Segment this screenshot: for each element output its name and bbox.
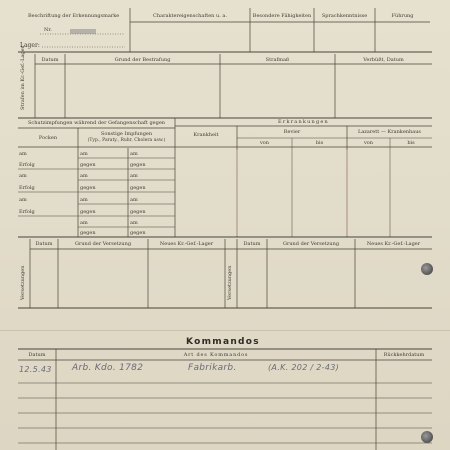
illness-revier-from: von [259,140,270,146]
nr-label: Nr. [44,27,52,33]
vacc-label: am [80,173,88,179]
vacc-label: am [80,220,88,226]
vacc-label: gegen [80,185,96,191]
transfers-side-label-right: Versetzungen [227,265,233,300]
transfer-col-date: Datum [35,241,53,247]
transfer-col-reason: Grund der Versetzung [74,241,132,247]
transfer-col-date: Datum [243,241,261,247]
vacc-label: am [19,197,27,203]
vacc-label: gegen [130,230,146,236]
conduct-header: Führung [391,13,414,19]
punish-col-date: Datum [41,57,59,63]
transfer-col-new-camp: Neues Kr.-Gef.-Lager [159,241,214,247]
vacc-label: gegen [80,230,96,236]
illness-lazarett-from: von [363,140,374,146]
transfers-side-label-left: Versetzungen [20,265,26,300]
stamp-mark [70,29,96,34]
illness-header: Erkrankungen [278,119,329,125]
vacc-label: gegen [130,162,146,168]
vacc-label: am [19,151,27,157]
vacc-label: Erfolg [19,209,35,215]
vacc-label: am [130,151,138,157]
vacc-label: am [130,173,138,179]
lager-label: Lager: [20,42,40,49]
kommando-entry-date: 12.5.43 [19,365,52,374]
vacc-label: am [130,220,138,226]
card-fold-line [0,330,450,331]
punish-col-served: Verbüßt, Datum [363,57,404,63]
illness-disease: Krankheit [193,132,219,138]
kommando-col-type: Art des Kommandos [183,352,249,358]
kommandos-title: Kommandos [186,337,260,347]
vacc-label: gegen [130,185,146,191]
illness-revier: Revier [283,129,301,135]
identification-header: Beschriftung der Erkennungsmarke [28,13,120,19]
punishments-side-label: Strafen im Kr.-Gef.-Lager [20,46,26,110]
kommando-entry-type: Fabrikarb. [188,363,237,373]
illness-lazarett: Lazarett — Krankenhaus [358,129,421,135]
vacc-label: gegen [80,162,96,168]
vacc-label: Erfolg [19,162,35,168]
kommando-col-return: Rückkehrdatum [383,352,425,358]
vaccination-header: Schutzimpfungen während der Gefangenschaft gegen [27,120,166,126]
abilities-header: Besondere Fähigkeiten [252,13,312,19]
illness-lazarett-to: bis [407,140,415,146]
transfer-col-new-camp: Neues Kr.-Gef.-Lager [366,241,421,247]
vacc-label: gegen [80,209,96,215]
vacc-label: am [19,173,27,179]
vacc-label: am [80,151,88,157]
kommando-entry-kdo: Arb. Kdo. 1782 [72,363,144,373]
kommando-col-date: Datum [28,352,46,358]
punch-hole [421,431,433,443]
transfer-col-reason: Grund der Versetzung [282,241,340,247]
kommando-entry-ref: (A.K. 202 / 2-43) [268,363,340,372]
character-header: Charaktereigenschaften u. a. [153,13,227,19]
illness-revier-to: bis [315,140,324,146]
language-header: Sprachkenntnisse [321,13,368,19]
vacc-label: Erfolg [19,185,35,191]
pocken-header: Pocken [38,135,58,141]
vacc-label: am [130,197,138,203]
vacc-label: gegen [130,209,146,215]
other-vaccines-subheader: (Typ., Paraty., Ruhr, Cholera usw.) [87,138,166,143]
other-vaccines-header: Sonstige Impfungen [100,131,153,137]
vacc-label: am [80,197,88,203]
punish-col-measure: Strafmaß [265,57,290,63]
punish-col-reason: Grund der Bestrafung [114,57,171,63]
punch-hole [421,263,433,275]
